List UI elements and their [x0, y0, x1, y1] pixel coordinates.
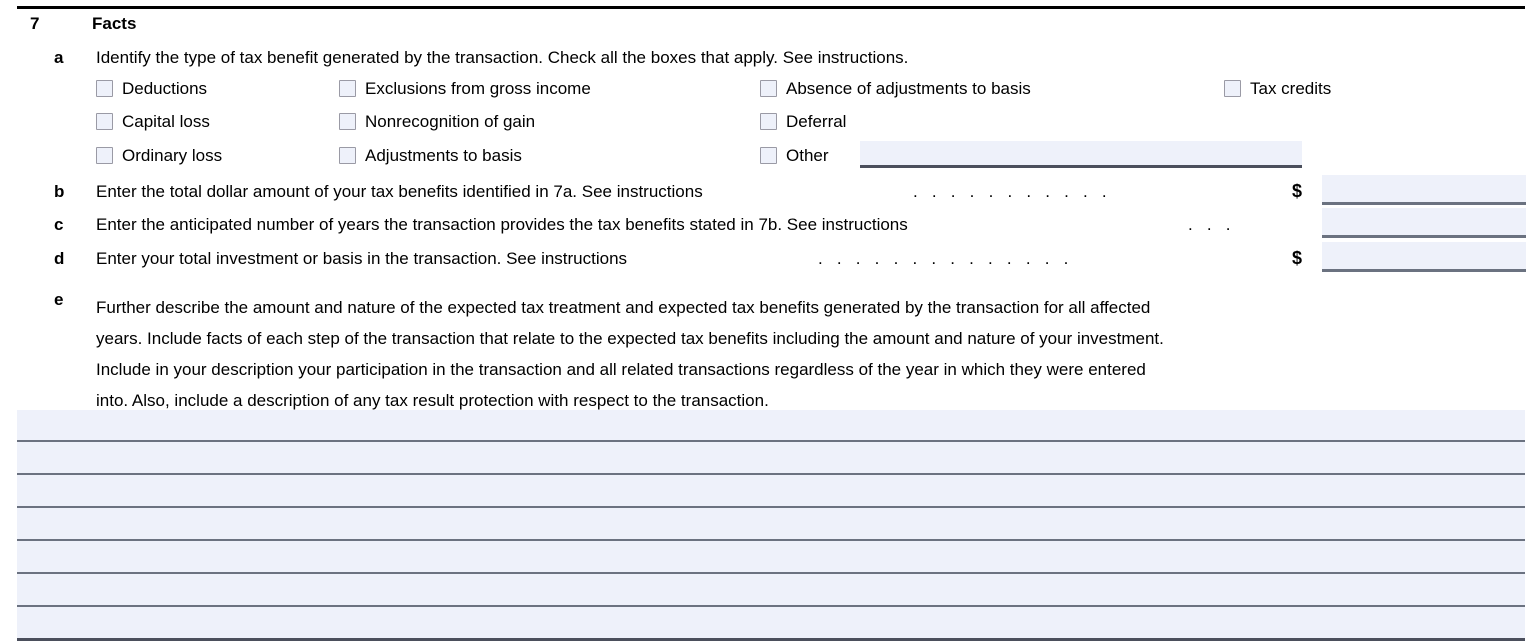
line-b-amount-input[interactable] — [1322, 175, 1526, 205]
line-b-dot-leader: . . . . . . . . . . . — [913, 182, 1107, 201]
line-c-instruction: Enter the anticipated number of years the transaction provides the tax benefits stated in 7b. See instructions — [96, 215, 908, 234]
checkbox-label-exclusions-from-gross-income: Exclusions from gross income — [365, 79, 591, 98]
line-a-instruction: Identify the type of tax benefit generated by the transaction. Check all the boxes that apply. See instructions. — [96, 48, 909, 67]
checkbox-label-capital-loss: Capital loss — [122, 112, 210, 131]
answer-rule-bottom — [17, 638, 1525, 641]
line-d-dot-leader: . . . . . . . . . . . . . . — [818, 249, 1069, 268]
line-e-label: e — [54, 290, 64, 309]
item-title-facts: Facts — [92, 14, 137, 33]
checkbox-absence-of-adjustments-to-basis-icon[interactable] — [760, 80, 777, 97]
checkbox-item-exclusions-from-gross-income[interactable] — [339, 79, 591, 98]
answer-rule-4 — [17, 539, 1525, 541]
line-e-answer-area[interactable] — [17, 410, 1525, 641]
checkbox-label-other: Other — [786, 146, 829, 165]
line-b-currency-symbol: $ — [1292, 181, 1303, 201]
checkbox-capital-loss-icon[interactable] — [96, 113, 113, 130]
checkbox-item-adjustments-to-basis[interactable] — [339, 146, 522, 165]
checkbox-other-icon[interactable] — [760, 147, 777, 164]
line-e-text-line-1: Further describe the amount and nature of the expected tax treatment and expected tax benefits generated by the transaction for all affected — [96, 298, 1151, 317]
answer-rule-1 — [17, 440, 1525, 442]
checkbox-nonrecognition-of-gain-icon[interactable] — [339, 113, 356, 130]
checkbox-item-deductions[interactable] — [96, 79, 207, 98]
section-top-divider — [17, 6, 1525, 9]
line-c-label: c — [54, 215, 64, 234]
line-e-text-line-2: years. Include facts of each step of the transaction that relate to the expected tax benefits including the amount and nature of your investment. — [96, 329, 1164, 348]
tax-benefit-checkbox-grid — [96, 79, 1526, 171]
checkbox-ordinary-loss-icon[interactable] — [96, 147, 113, 164]
checkbox-label-tax-credits: Tax credits — [1250, 79, 1332, 98]
answer-rule-3 — [17, 506, 1525, 508]
item-number-7: 7 — [30, 14, 40, 33]
line-d-amount-input[interactable] — [1322, 242, 1526, 272]
checkbox-item-other[interactable] — [760, 146, 829, 165]
line-a-label: a — [54, 48, 64, 67]
answer-rule-2 — [17, 473, 1525, 475]
checkbox-item-deferral[interactable] — [760, 112, 846, 131]
line-d-instruction: Enter your total investment or basis in the transaction. See instructions — [96, 249, 628, 268]
other-tax-benefit-input[interactable] — [860, 141, 1302, 168]
checkbox-label-absence-of-adjustments-to-basis: Absence of adjustments to basis — [786, 79, 1031, 98]
checkbox-tax-credits-icon[interactable] — [1224, 80, 1241, 97]
line-b-instruction: Enter the total dollar amount of your tax benefits identified in 7a. See instructions — [96, 182, 703, 201]
line-d-currency-symbol: $ — [1292, 248, 1303, 268]
checkbox-deductions-icon[interactable] — [96, 80, 113, 97]
checkbox-label-deferral: Deferral — [786, 112, 847, 131]
checkbox-item-nonrecognition-of-gain[interactable] — [339, 112, 535, 131]
answer-rule-5 — [17, 572, 1525, 574]
line-b-label: b — [54, 182, 65, 201]
checkbox-exclusions-from-gross-income-icon[interactable] — [339, 80, 356, 97]
checkbox-label-ordinary-loss: Ordinary loss — [122, 146, 223, 165]
line-e-text-line-4: into. Also, include a description of any tax result protection with respect to the transaction. — [96, 391, 769, 410]
checkbox-label-deductions: Deductions — [122, 79, 208, 98]
line-c-years-input[interactable] — [1322, 208, 1526, 238]
line-c-dot-leader: . . . — [1188, 215, 1231, 234]
checkbox-label-adjustments-to-basis: Adjustments to basis — [365, 146, 522, 165]
line-e-instruction — [96, 292, 1526, 416]
checkbox-adjustments-to-basis-icon[interactable] — [339, 147, 356, 164]
answer-rule-6 — [17, 605, 1525, 607]
checkbox-label-nonrecognition-of-gain: Nonrecognition of gain — [365, 112, 536, 131]
checkbox-item-capital-loss[interactable] — [96, 112, 210, 131]
line-e-text-line-3: Include in your description your participation in the transaction and all related transactions regardless of the year in which they were entered — [96, 360, 1146, 379]
checkbox-item-tax-credits[interactable] — [1224, 79, 1331, 98]
checkbox-deferral-icon[interactable] — [760, 113, 777, 130]
checkbox-item-absence-of-adjustments-to-basis[interactable] — [760, 79, 1031, 98]
checkbox-item-ordinary-loss[interactable] — [96, 146, 222, 165]
line-d-label: d — [54, 249, 65, 268]
